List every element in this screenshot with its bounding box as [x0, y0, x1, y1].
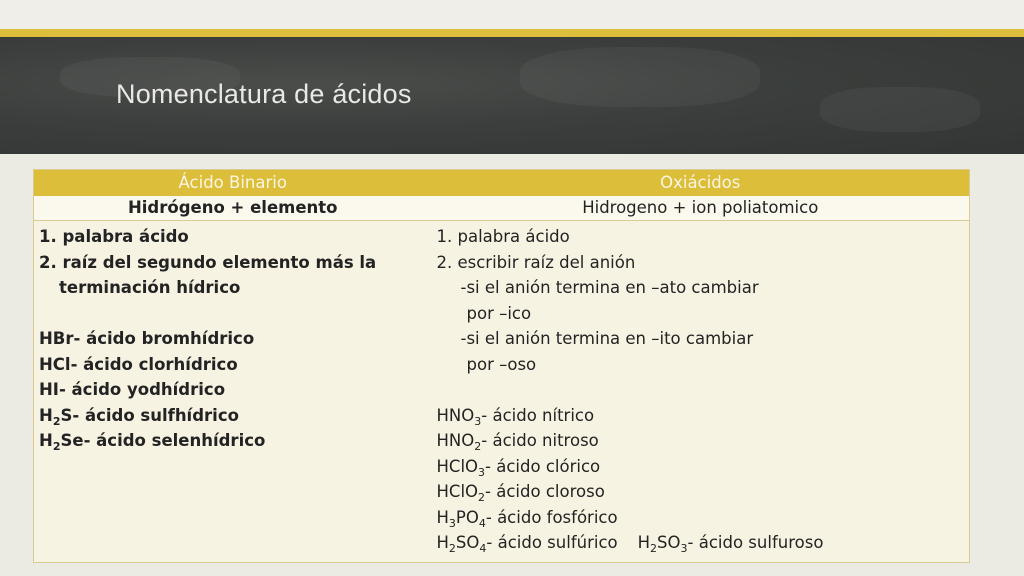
header-binary-acid: Ácido Binario: [34, 170, 432, 196]
binary-example-hi: HI- ácido yodhídrico: [39, 380, 226, 399]
binary-rule-2: 2. raíz del segundo elemento más la: [39, 252, 377, 272]
subheader-oxy: Hidrogeno + ion poliatomico: [432, 196, 970, 221]
chalk-smudge: [820, 87, 980, 132]
oxy-example-h2so4: $H_2SO_4-$ ácido sulfúrico: [436, 533, 618, 555]
slide-title: Nomenclatura de ácidos: [116, 79, 412, 109]
oxy-example-hno3: $HNO_3-$ ácido nítrico: [436, 405, 595, 428]
spacer: [39, 301, 432, 327]
oxy-rule-ito: -si el anión termina en –ito cambiar: [460, 329, 754, 348]
accent-bar: [0, 29, 1024, 37]
oxy-rule-ico: por –ico: [466, 303, 532, 323]
binary-rule-2-cont: terminación hídrico: [59, 278, 241, 297]
binary-rule-1: 1. palabra ácido: [39, 227, 189, 246]
chalk-smudge: [520, 47, 760, 107]
binary-example-hcl: HCl- ácido clorhídrico: [39, 354, 238, 374]
oxy-rule-ato: -si el anión termina en –ato cambiar: [460, 278, 759, 297]
binary-example-h2se: $H_2Se-$ ácido selenhídrico: [39, 431, 266, 453]
oxy-example-hclo2: HClO$_2$- ácido cloroso: [436, 482, 605, 504]
binary-acid-cell: [34, 221, 432, 563]
top-strip: [0, 0, 1024, 29]
oxy-example-h2so3: $H_2SO_3-$ ácido sulfuroso: [637, 533, 824, 555]
oxy-example-h3po4: $H_3PO_4-$ ácido fosfórico: [436, 507, 618, 530]
table-header-row: [34, 170, 970, 196]
header-oxyacids: Oxiácidos: [432, 170, 970, 196]
oxy-example-sulfur-pair: [437, 530, 970, 556]
oxyacid-cell: [432, 221, 970, 563]
oxy-rule-2: 2. escribir raíz del anión: [436, 252, 636, 272]
binary-example-h2s: $H_2S-$ ácido sulfhídrico: [39, 405, 239, 428]
oxy-example-hclo3: HClO$_3$- ácido clórico: [436, 456, 601, 479]
subheader-binary: Hidrógeno + elemento: [34, 196, 432, 221]
binary-example-hbr: HBr- ácido bromhídrico: [39, 329, 255, 348]
oxy-rule-oso: por –oso: [466, 354, 537, 374]
spacer: [437, 377, 970, 403]
acid-nomenclature-table: [33, 169, 970, 563]
oxy-example-hno2: $HNO_2-$ ácido nitroso: [436, 431, 599, 453]
table-body-row: [34, 221, 970, 563]
oxy-rule-1: 1. palabra ácido: [436, 227, 570, 246]
table-subheader-row: [34, 196, 970, 221]
